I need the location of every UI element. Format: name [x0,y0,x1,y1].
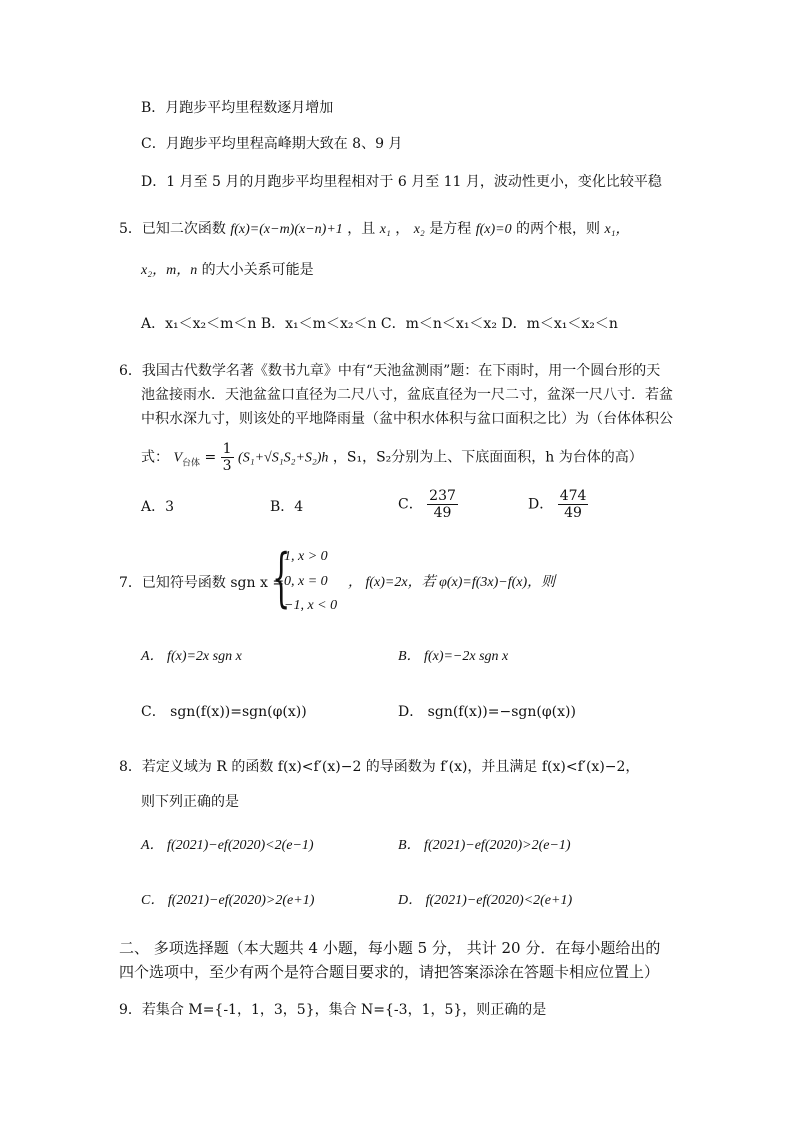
q6-stem-line1: 6．我国古代数学名著《数书九章》中有“天池盆测雨”题：在下雨时，用一个圆台形的天 [119,363,661,379]
q5-stem-f: x₁， [604,222,630,237]
q8-option-b: B． f(2021)−ef(2020)>2(e−1) [398,838,571,853]
q7-stem-a: 7．已知符号函数 sgn x = [119,575,285,591]
q5-stem-line2 [141,260,314,281]
q6-one-third-fraction [221,441,234,474]
q5-variables: x₂，m，n [141,263,198,278]
q6-option-c-fraction [427,488,458,521]
q8-option-d: D． f(2021)−ef(2020)<2(e+1) [398,893,573,908]
q6-option-c [398,488,458,521]
q8-option-a: A． f(2021)−ef(2020)<2(e−1) [141,838,314,853]
section-2-heading-line1: 二、 多项选择题（本大题共 4 小题，每小题 5 分， 共计 20 分．在每小题给出的 [119,939,661,957]
q5-stem-a: 5．已知二次函数 [119,221,226,237]
q7-case-positive: 1, x > 0 [284,549,328,564]
q5-stem-e: 的两个根，则 [516,221,601,237]
q8-option-c: C． f(2021)−ef(2020)>2(e+1) [141,893,315,908]
q6-option-d-numerator: 474 [559,488,587,504]
q6-volume-symbol: V [173,450,183,466]
q7-option-b: B． f(x)=−2x sgn x [398,649,509,664]
q5-x2: x₂ [413,222,425,237]
q6-formula-note: ，S₁，S₂分别为上、下底面面积，h 为台体的高） [332,449,643,466]
q6-option-c-denominator: 49 [433,505,452,521]
q5-stem-tail: 的大小关系可能是 [201,262,314,278]
q6-stem-line4 [141,441,643,474]
q7-case-negative: −1, x < 0 [284,598,338,613]
q6-option-d-denominator: 49 [564,505,582,521]
q6-option-d [528,488,588,521]
q5-function: f(x)=(x−m)(x−n)+1 [230,222,343,237]
q6-option-a: A．3 [141,499,175,515]
q4-option-b: B．月跑步平均里程数逐月增加 [141,100,334,116]
q8-stem-line1: 8．若定义域为 R 的函数 f(x)<f′(x)−2 的导函数为 f′(x)，并且满足 f(x)<f′(x)−2， [119,759,640,775]
q6-fraction-numerator: 1 [222,441,232,457]
q6-option-d-fraction [558,488,589,521]
q5-stem-d: 是方程 [429,221,472,237]
q6-option-d-label: D． [528,496,554,513]
q7-option-c: C． sgn(f(x))=sgn(φ(x)) [141,704,307,720]
q7-case-zero: 0, x = 0 [284,574,328,589]
q9-stem: 9．若集合 M={-1，1，3，5}，集合 N={-3，1，5}，则正确的是 [119,1002,547,1018]
q6-fraction-denominator: 3 [222,458,232,474]
q8-stem-line2: 则下列正确的是 [141,794,239,810]
q6-equals: = [204,449,217,466]
q5-x1: x₁ [379,222,391,237]
q6-volume-subscript: 台体 [182,458,201,469]
q4-option-c: C．月跑步平均里程高峰期大致在 8、9 月 [141,136,403,152]
q6-stem-line2: 池盆接雨水．天池盆盆口直径为二尺八寸，盆底直径为一尺二寸，盆深一尺八寸．若盆 [141,387,673,403]
q5-options: A．x₁＜x₂＜m＜n B．x₁＜m＜x₂＜n C．m＜n＜x₁＜x₂ D．m＜x₁＜x₂＜n [141,316,618,332]
q5-stem-c: ， [395,221,410,237]
q6-formula-prefix: 式： [141,449,169,466]
q4-option-d: D．1 月至 5 月的月跑步平均里程相对于 6 月至 11 月，波动性更小，变化比较平稳 [141,174,662,190]
section-2-heading-line2: 四个选项中，至少有两个是符合题目要求的，请把答案添涂在答题卡相应位置上） [119,963,660,981]
q6-option-b: B．4 [270,499,304,515]
q7-stem-b: ， f(x)=2x，若 φ(x)=f(3x)−f(x)，则 [348,575,556,590]
q6-formula-body: (S₁+√S₁S₂+S₂)h [238,450,329,466]
q5-equation: f(x)=0 [475,222,512,237]
q5-stem-b: ，且 [347,221,376,237]
q6-option-c-label: C． [398,496,423,513]
q6-option-c-numerator: 237 [429,488,456,504]
q7-option-a: A． f(x)=2x sgn x [141,649,242,664]
q7-piecewise-brace: { [272,541,291,615]
q7-option-d: D． sgn(f(x))=−sgn(φ(x)) [398,704,576,720]
q5-stem-line1 [119,219,630,240]
q6-stem-line3: 中积水深九寸，则该处的平地降雨量（盆中积水体积与盆口面积之比）为（台体体积公 [141,411,673,427]
